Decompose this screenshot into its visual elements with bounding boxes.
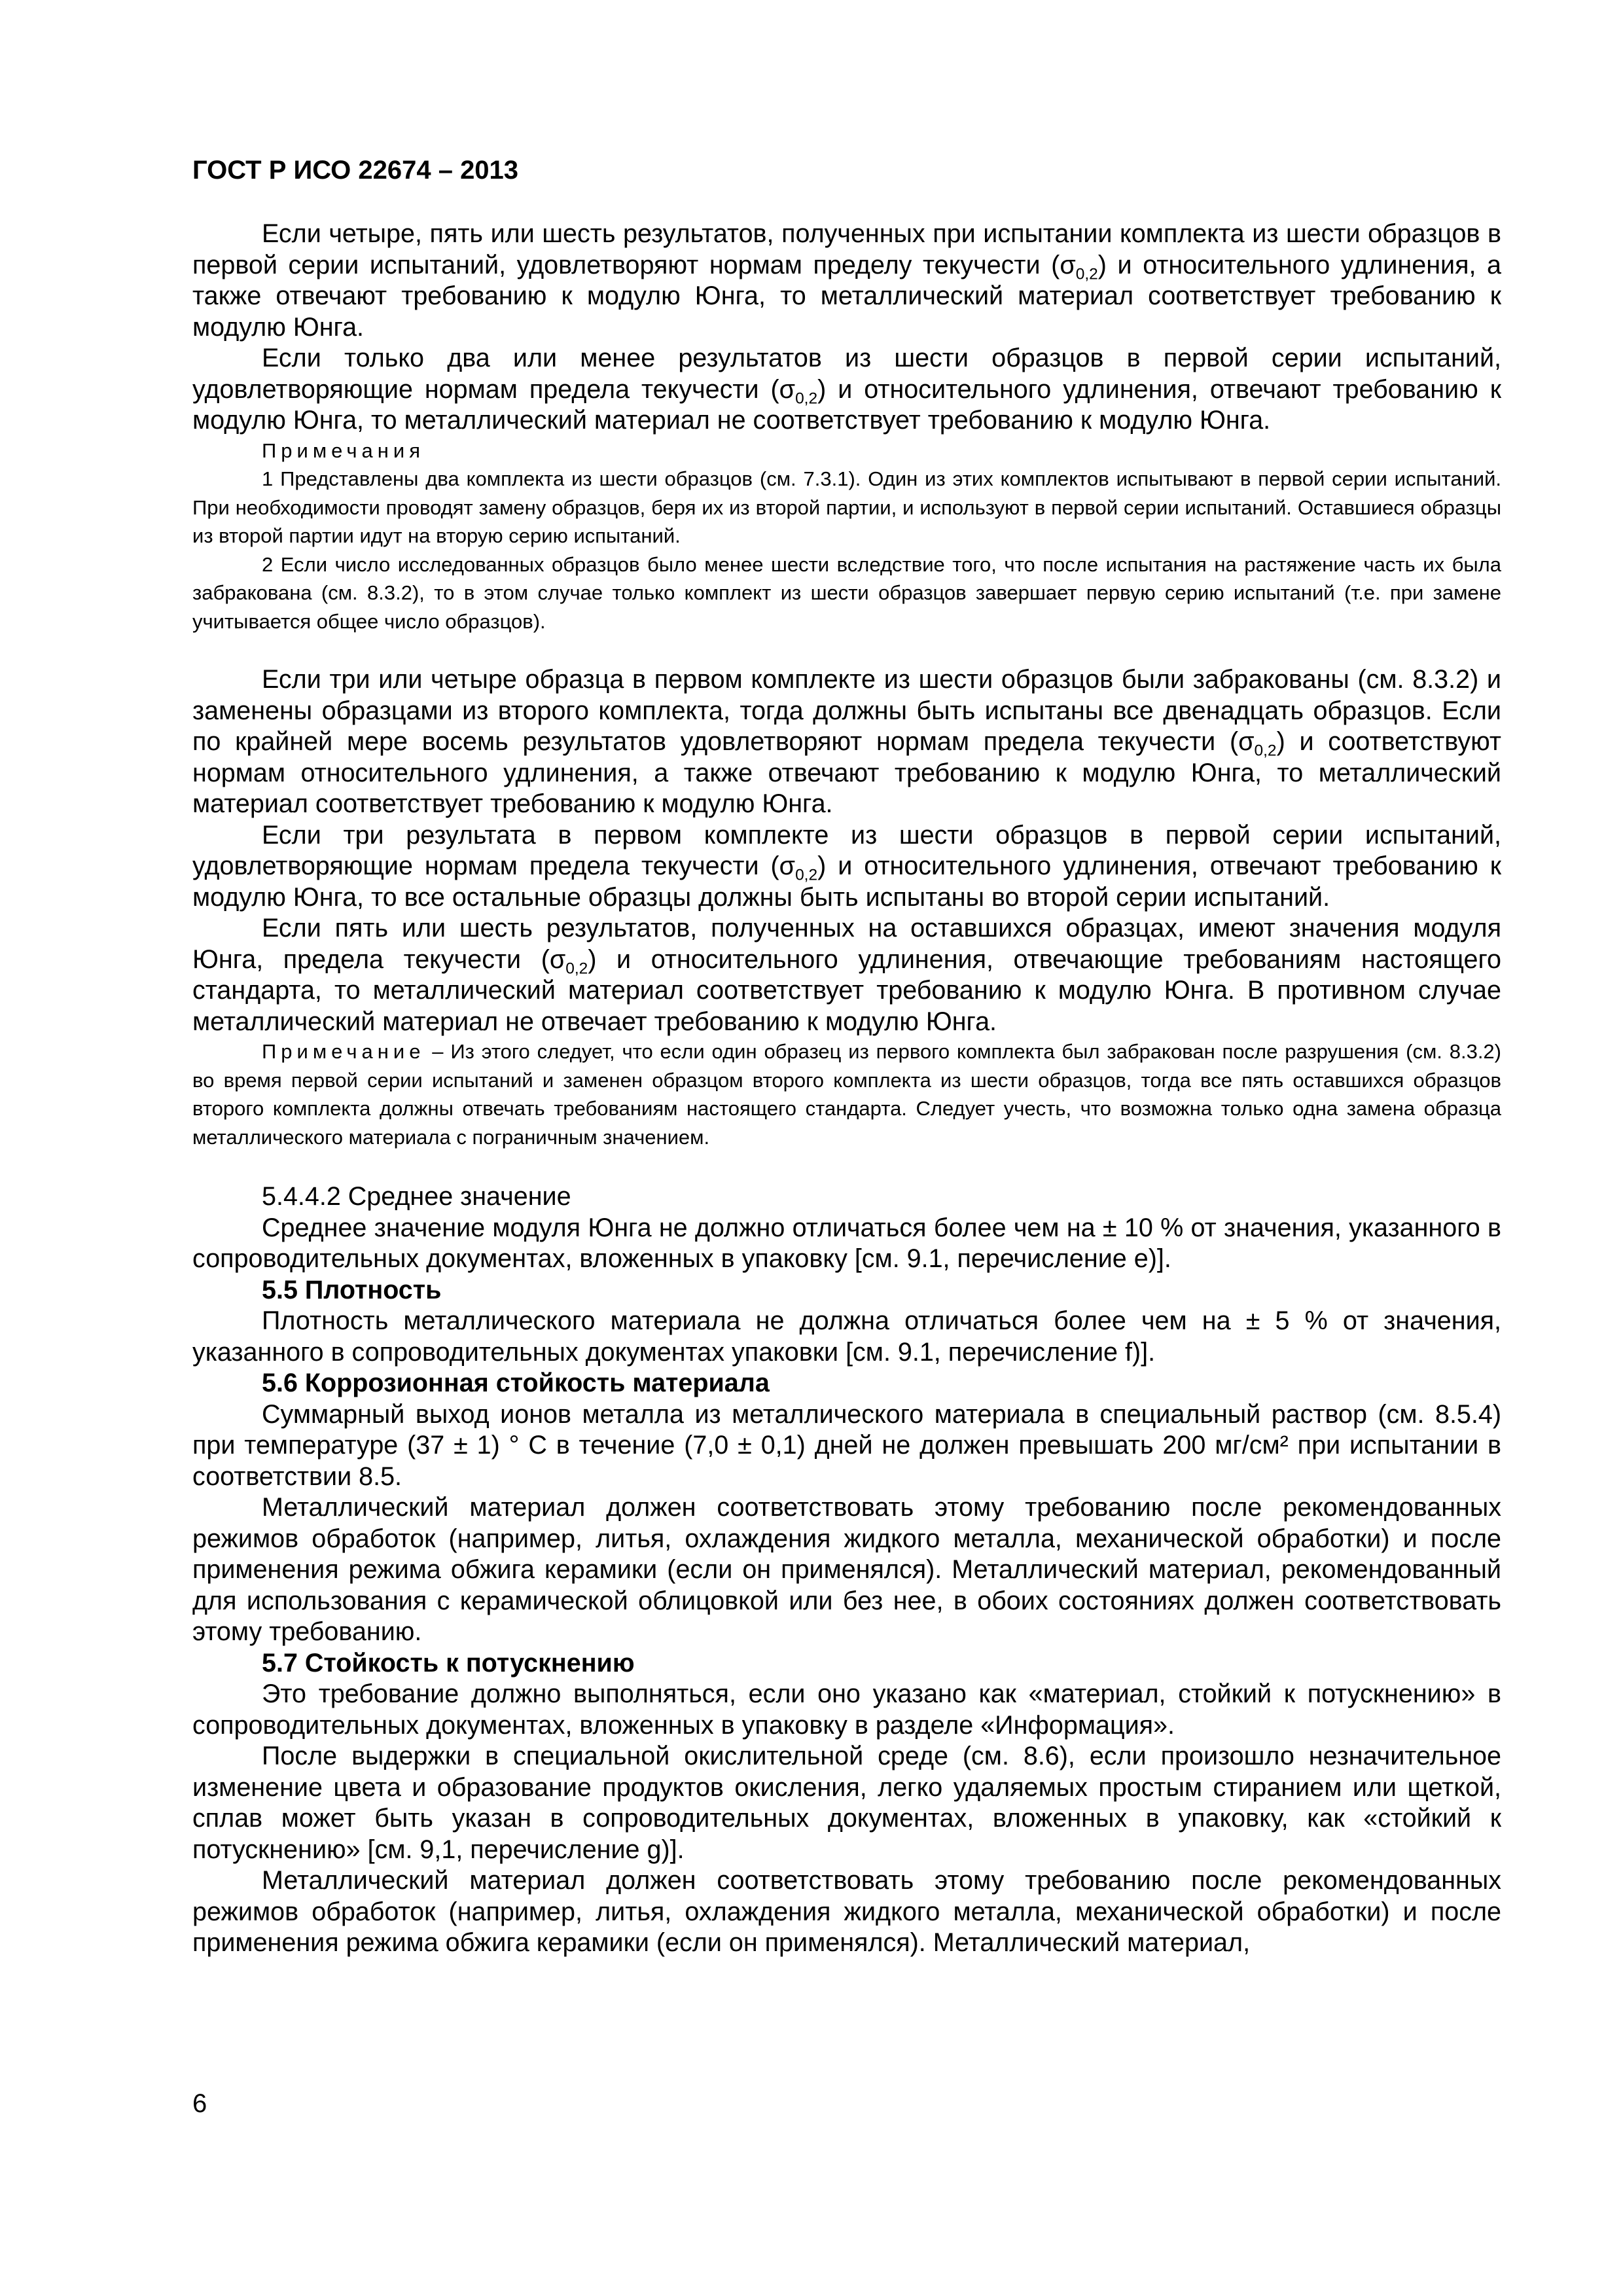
section-5-7-heading: 5.7 Стойкость к потускнению	[262, 1648, 635, 1677]
note-1: 1 Представлены два комплекта из шести образцов (см. 7.3.1). Один из этих комплектов испытывают в первой серии испытаний. При необходимости проводят замену образцов, беря их из второй партии, и используют в первой серии испытаний. Оставшиеся образцы из второй партии идут на вторую серию испытаний.	[192, 467, 1501, 547]
paragraph-tarnish-requirement: Это требование должно выполняться, если оно указано как «материал, стойкий к потускнению» в сопроводительных документах, вложенных в упаковку в разделе «Информация».	[192, 1679, 1501, 1740]
paragraph-three-results: Если три результата в первом комплекте из шести образцов в первой серии испытаний, удовлетворяющие нормам предела текучести $(\sigma_{0,2})$ и относительного удлинения, отвечают требованию к модулю Юнга, то все остальные образцы должны быть испытаны во второй серии испытаний.	[192, 820, 1501, 912]
sigma-subscript: 0,2	[1254, 742, 1277, 760]
spacer	[192, 1151, 1501, 1181]
note-label: Примечание	[262, 1040, 425, 1063]
paragraph-four-five-six-results: Если четыре, пять или шесть результатов, полученных при испытании комплекта из шести образцов в первой серии испытаний, удовлетворяют нормам пределу текучести $(\sigma_{0,2})$ и относительного удлинения, а также отвечают требованию к модулю Юнга, то металлический материал соответствует требованию к модулю Юнга.	[192, 219, 1502, 342]
document-header: ГОСТ Р ИСО 22674 – 2013	[192, 156, 519, 185]
paragraph-tarnish-test: После выдержки в специальной окислительной среде (см. 8.6), если произошло незначительное изменение цвета и образование продуктов окисления, легко удаляемых простым стиранием или щеткой, сплав может быть указан в сопроводительных документах, вложенных в упаковку, как «стойкий к потускнению» [см. 9,1, перечисление g)].	[192, 1742, 1501, 1864]
sigma-subscript: 0,2	[1075, 265, 1098, 283]
page-number: 6	[192, 2089, 207, 2118]
paragraph-remaining-samples: Если пять или шесть результатов, полученных на оставшихся образцах, имеют значения модуля Юнга, предела текучести $(\sigma_{0,2})$ и относительного удлинения, отвечающие требованиям настоящего стандарта, то металлический материал соответствует требованию к модулю Юнга. В противном случае металлический материал не отвечает требованию к модулю Юнга.	[192, 914, 1502, 1036]
section-5-6-heading: 5.6 Коррозионная стойкость материала	[262, 1369, 770, 1397]
sigma-symbol: σ	[779, 374, 796, 404]
paragraph-corrosion-processing: Металлический материал должен соответствовать этому требованию после рекомендованных режимов обработок (например, литья, охлаждения жидкого металла, механической обработки) и после применения режима обжига керамики (если он применялся). Металлический материал, рекомендованный для использования с керамической облицовкой или без нее, в обоих состояниях должен соответствовать этому требованию.	[192, 1493, 1501, 1646]
section-5-5-heading: 5.5 Плотность	[262, 1275, 442, 1304]
paragraph-two-or-fewer-results: Если только два или менее результатов из шести образцов в первой серии испытаний, удовлетворяющие нормам предела текучести $(\sigma_{0,2})$ и относительного удлинения, отвечают требованию к модулю Юнга, то металлический материал не соответствует требованию к модулю Юнга.	[192, 344, 1501, 435]
paragraph-density: Плотность металлического материала не должна отличаться более чем на ± 5 % от значения, указанного в сопроводительных документах упаковки [см. 9.1, перечисление f)].	[192, 1306, 1501, 1367]
paragraph-three-or-four-rejected: Если три или четыре образца в первом комплекте из шести образцов были забракованы (см. 8.3.2) и заменены образцами из второго комплекта, тогда должны быть испытаны все двенадцать образцов. Если по крайней мере восемь результатов удовлетворяют нормам предела текучести $(\sigma_{0,2})$ и соответствуют нормам относительного удлинения, а также отвечают требованию к модулю Юнга, то металлический материал соответствует требованию к модулю Юнга.	[192, 665, 1502, 818]
sigma-subscript: 0,2	[795, 389, 818, 408]
paragraph-tarnish-processing: Металлический материал должен соответствовать этому требованию после рекомендованных режимов обработок (например, литья, охлаждения жидкого металла, механической обработки) и после применения режима обжига керамики (если он применялся). Металлический материал,	[192, 1866, 1501, 1957]
notes-label: Примечания	[262, 439, 425, 462]
sigma-subscript: 0,2	[565, 960, 588, 978]
paragraph-ion-release: Суммарный выход ионов металла из металлического материала в специальный раствор (см. 8.5.4) при температуре (37 ± 1) ° С в течение (7,0 ± 0,1) дней не должен превышать 200 мг/см² при испытании в соответствии 8.5.	[192, 1399, 1501, 1491]
sigma-symbol: σ	[1238, 727, 1255, 756]
sigma-symbol: σ	[779, 852, 796, 880]
sigma-symbol: σ	[549, 944, 566, 974]
sigma-symbol: σ	[1060, 250, 1076, 279]
section-5-4-4-2-title: 5.4.4.2 Среднее значение	[262, 1182, 571, 1211]
note-2: 2 Если число исследованных образцов было менее шести вследствие того, что после испытания на растяжение часть их была забракована (см. 8.3.2), то в этом случае только комплект из шести образцов завершает первую серию испытаний (т.е. при замене учитывается общее число образцов).	[192, 552, 1501, 633]
document-body	[192, 219, 1501, 1959]
paragraph-mean-value: Среднее значение модуля Юнга не должно отличаться более чем на ± 10 % от значения, указанного в сопроводительных документах, вложенных в упаковку [см. 9.1, перечисление е)].	[192, 1213, 1501, 1273]
sigma-subscript: 0,2	[795, 866, 818, 884]
spacer	[192, 636, 1501, 664]
note-3: Примечание – Из этого следует, что если один образец из первого комплекта был забракован после разрушения (см. 8.3.2) во время первой серии испытаний и заменен образцом второго комплекта из шести образцов, тогда все пять оставшихся образцов второго комплекта должны отвечать требованиям настоящего стандарта. Следует учесть, что возможна только одна замена образца металлического материала с пограничным значением.	[192, 1040, 1501, 1149]
